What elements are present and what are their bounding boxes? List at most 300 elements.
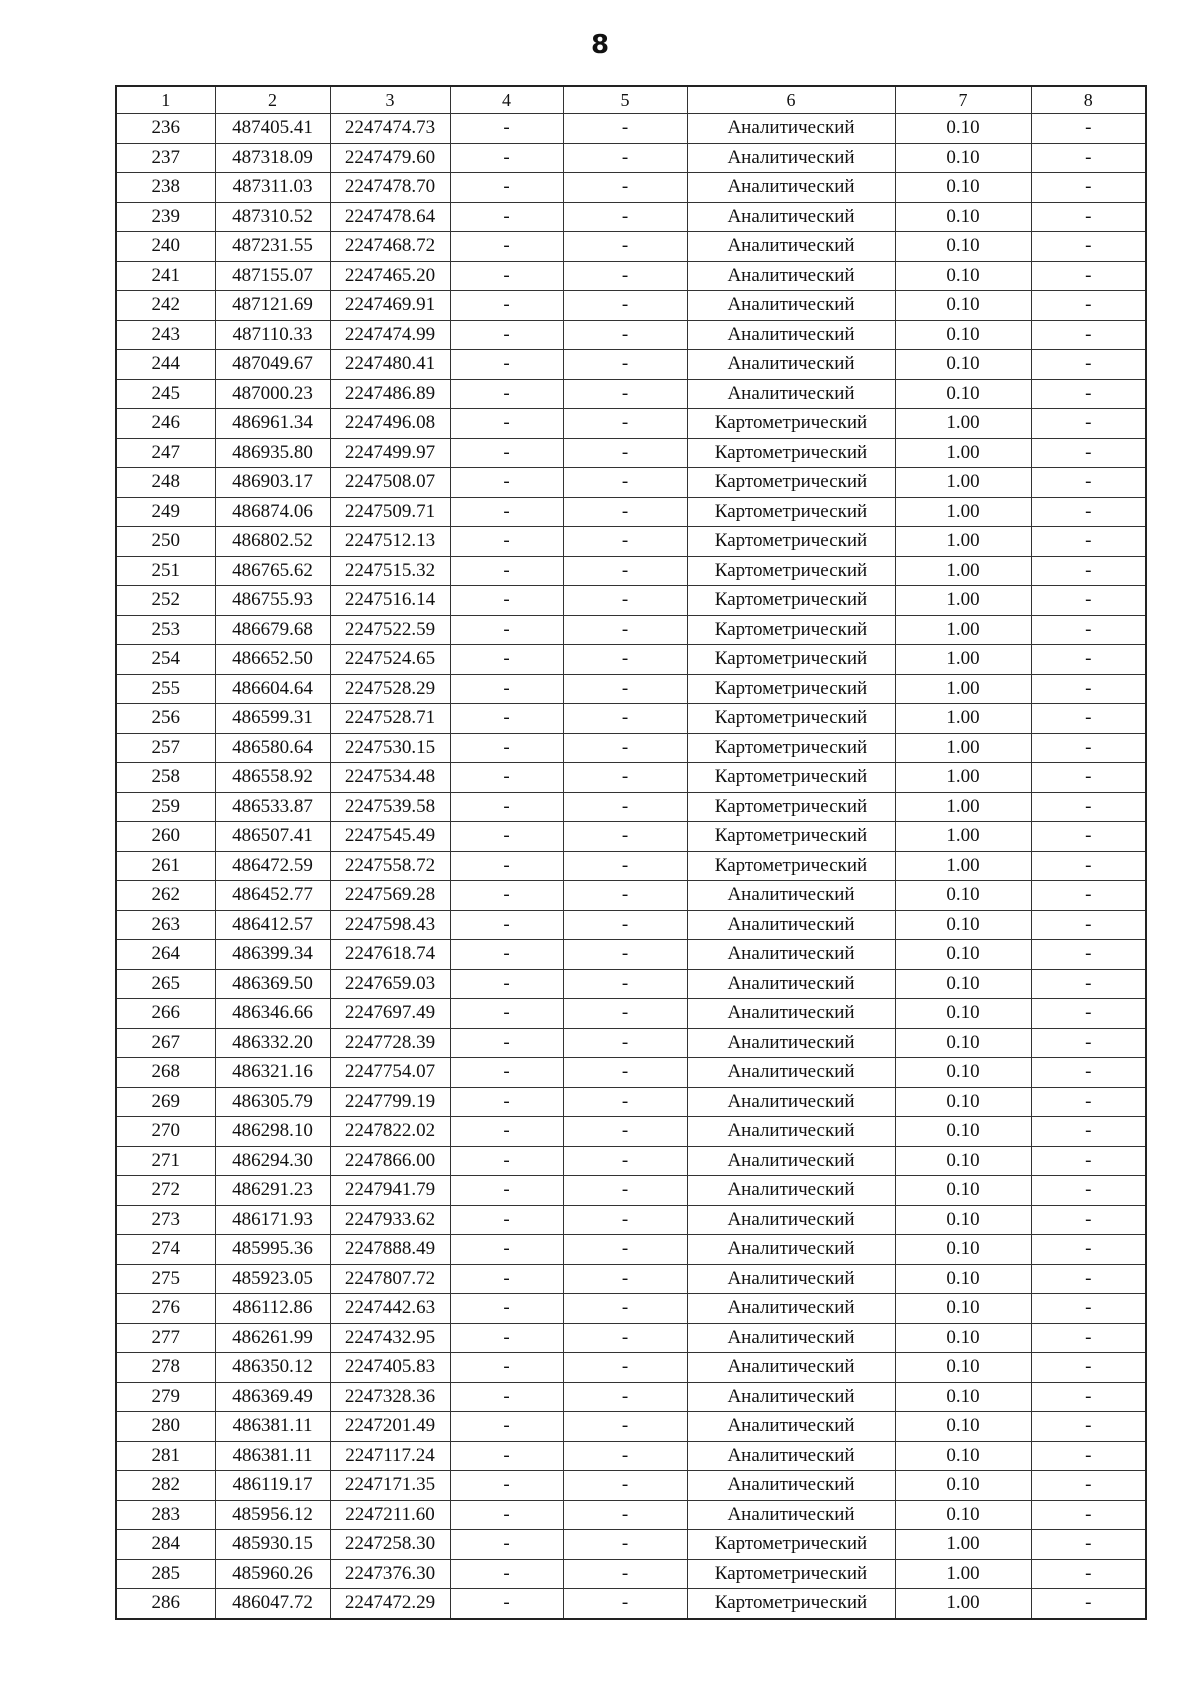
cell-accuracy: 0.10 [895,320,1031,350]
cell-col-8: - [1031,1205,1146,1235]
cell-col-5: - [563,468,687,498]
cell-x-coordinate: 487310.52 [215,202,330,232]
cell-col-5: - [563,1530,687,1560]
cell-point-number: 271 [116,1146,215,1176]
cell-method: Картометрический [687,497,895,527]
cell-y-coordinate: 2247474.99 [330,320,450,350]
cell-y-coordinate: 2247754.07 [330,1058,450,1088]
cell-x-coordinate: 486305.79 [215,1087,330,1117]
table-row [116,1205,1146,1235]
cell-x-coordinate: 486935.80 [215,438,330,468]
cell-x-coordinate: 486765.62 [215,556,330,586]
cell-method: Аналитический [687,1471,895,1501]
cell-method: Картометрический [687,851,895,881]
cell-method: Картометрический [687,1559,895,1589]
cell-method: Картометрический [687,733,895,763]
cell-col-8: - [1031,1559,1146,1589]
cell-point-number: 257 [116,733,215,763]
cell-method: Аналитический [687,173,895,203]
cell-y-coordinate: 2247478.64 [330,202,450,232]
cell-col-5: - [563,438,687,468]
cell-col-4: - [450,114,563,144]
table-row [116,1235,1146,1265]
cell-y-coordinate: 2247201.49 [330,1412,450,1442]
cell-col-8: - [1031,615,1146,645]
cell-y-coordinate: 2247558.72 [330,851,450,881]
cell-point-number: 240 [116,232,215,262]
cell-method: Картометрический [687,822,895,852]
table-row [116,615,1146,645]
table-row [116,586,1146,616]
cell-col-4: - [450,527,563,557]
cell-accuracy: 0.10 [895,1441,1031,1471]
cell-method: Картометрический [687,438,895,468]
cell-point-number: 272 [116,1176,215,1206]
cell-col-5: - [563,1117,687,1147]
cell-x-coordinate: 485930.15 [215,1530,330,1560]
cell-point-number: 248 [116,468,215,498]
cell-y-coordinate: 2247534.48 [330,763,450,793]
cell-col-4: - [450,586,563,616]
cell-col-8: - [1031,1589,1146,1619]
cell-method: Аналитический [687,379,895,409]
table-row [116,1382,1146,1412]
cell-x-coordinate: 486652.50 [215,645,330,675]
table-row [116,1294,1146,1324]
cell-y-coordinate: 2247512.13 [330,527,450,557]
cell-col-8: - [1031,851,1146,881]
cell-col-5: - [563,881,687,911]
cell-accuracy: 0.10 [895,1176,1031,1206]
column-header-3: 3 [330,86,450,114]
cell-col-8: - [1031,969,1146,999]
cell-method: Картометрический [687,1589,895,1619]
cell-col-4: - [450,910,563,940]
cell-col-8: - [1031,645,1146,675]
cell-col-5: - [563,969,687,999]
cell-col-4: - [450,763,563,793]
cell-col-5: - [563,1028,687,1058]
table-row [116,1441,1146,1471]
cell-point-number: 243 [116,320,215,350]
cell-col-5: - [563,999,687,1029]
cell-y-coordinate: 2247442.63 [330,1294,450,1324]
cell-point-number: 252 [116,586,215,616]
cell-col-8: - [1031,1028,1146,1058]
cell-method: Картометрический [687,645,895,675]
cell-method: Аналитический [687,350,895,380]
cell-method: Аналитический [687,1028,895,1058]
cell-y-coordinate: 2247328.36 [330,1382,450,1412]
cell-x-coordinate: 486350.12 [215,1353,330,1383]
cell-y-coordinate: 2247659.03 [330,969,450,999]
cell-x-coordinate: 486321.16 [215,1058,330,1088]
cell-x-coordinate: 486604.64 [215,674,330,704]
cell-col-8: - [1031,822,1146,852]
cell-y-coordinate: 2247211.60 [330,1500,450,1530]
cell-method: Аналитический [687,1382,895,1412]
table-row [116,1264,1146,1294]
cell-col-5: - [563,350,687,380]
cell-y-coordinate: 2247469.91 [330,291,450,321]
cell-method: Картометрический [687,615,895,645]
cell-y-coordinate: 2247888.49 [330,1235,450,1265]
cell-point-number: 237 [116,143,215,173]
cell-point-number: 249 [116,497,215,527]
cell-col-4: - [450,556,563,586]
cell-y-coordinate: 2247474.73 [330,114,450,144]
cell-col-4: - [450,1264,563,1294]
cell-method: Аналитический [687,940,895,970]
cell-accuracy: 0.10 [895,1323,1031,1353]
cell-col-4: - [450,1559,563,1589]
cell-col-5: - [563,792,687,822]
cell-col-4: - [450,645,563,675]
table-row [116,999,1146,1029]
cell-point-number: 270 [116,1117,215,1147]
cell-col-4: - [450,350,563,380]
cell-col-5: - [563,320,687,350]
cell-method: Аналитический [687,202,895,232]
cell-method: Аналитический [687,1058,895,1088]
cell-col-8: - [1031,379,1146,409]
cell-point-number: 281 [116,1441,215,1471]
table-row [116,379,1146,409]
cell-col-4: - [450,143,563,173]
cell-col-8: - [1031,1471,1146,1501]
cell-point-number: 244 [116,350,215,380]
cell-x-coordinate: 487155.07 [215,261,330,291]
cell-x-coordinate: 487000.23 [215,379,330,409]
cell-col-5: - [563,1323,687,1353]
cell-accuracy: 1.00 [895,556,1031,586]
cell-accuracy: 1.00 [895,674,1031,704]
cell-col-5: - [563,1441,687,1471]
cell-col-8: - [1031,1087,1146,1117]
cell-x-coordinate: 485956.12 [215,1500,330,1530]
cell-col-8: - [1031,1117,1146,1147]
cell-method: Аналитический [687,910,895,940]
cell-accuracy: 0.10 [895,232,1031,262]
cell-col-5: - [563,1353,687,1383]
cell-point-number: 286 [116,1589,215,1619]
cell-col-8: - [1031,704,1146,734]
cell-point-number: 282 [116,1471,215,1501]
cell-accuracy: 0.10 [895,1087,1031,1117]
cell-point-number: 246 [116,409,215,439]
cell-x-coordinate: 486755.93 [215,586,330,616]
cell-y-coordinate: 2247598.43 [330,910,450,940]
cell-accuracy: 1.00 [895,1530,1031,1560]
cell-method: Картометрический [687,527,895,557]
cell-accuracy: 0.10 [895,1028,1031,1058]
table-row [116,350,1146,380]
cell-method: Картометрический [687,1530,895,1560]
cell-accuracy: 0.10 [895,1294,1031,1324]
table-row [116,1087,1146,1117]
cell-col-4: - [450,999,563,1029]
cell-col-8: - [1031,1176,1146,1206]
cell-col-8: - [1031,497,1146,527]
cell-col-4: - [450,1087,563,1117]
cell-point-number: 247 [116,438,215,468]
table-row [116,704,1146,734]
cell-y-coordinate: 2247479.60 [330,143,450,173]
cell-accuracy: 0.10 [895,1353,1031,1383]
cell-col-8: - [1031,881,1146,911]
cell-method: Аналитический [687,261,895,291]
cell-col-4: - [450,1589,563,1619]
cell-x-coordinate: 486346.66 [215,999,330,1029]
cell-col-8: - [1031,261,1146,291]
cell-col-8: - [1031,940,1146,970]
cell-accuracy: 0.10 [895,1146,1031,1176]
cell-col-5: - [563,1176,687,1206]
cell-y-coordinate: 2247933.62 [330,1205,450,1235]
cell-col-4: - [450,1117,563,1147]
cell-accuracy: 1.00 [895,792,1031,822]
cell-col-8: - [1031,674,1146,704]
cell-point-number: 265 [116,969,215,999]
table-row [116,261,1146,291]
cell-point-number: 276 [116,1294,215,1324]
cell-point-number: 275 [116,1264,215,1294]
cell-y-coordinate: 2247508.07 [330,468,450,498]
cell-y-coordinate: 2247941.79 [330,1176,450,1206]
cell-x-coordinate: 486332.20 [215,1028,330,1058]
cell-col-4: - [450,1323,563,1353]
table-row [116,497,1146,527]
cell-method: Аналитический [687,1412,895,1442]
cell-method: Аналитический [687,1146,895,1176]
cell-point-number: 261 [116,851,215,881]
table-row [116,527,1146,557]
cell-col-5: - [563,114,687,144]
cell-x-coordinate: 486298.10 [215,1117,330,1147]
table-row [116,202,1146,232]
cell-col-8: - [1031,556,1146,586]
cell-col-8: - [1031,1323,1146,1353]
cell-method: Аналитический [687,1294,895,1324]
table-row [116,763,1146,793]
table-row [116,1117,1146,1147]
cell-y-coordinate: 2247432.95 [330,1323,450,1353]
cell-accuracy: 1.00 [895,763,1031,793]
cell-col-4: - [450,468,563,498]
cell-x-coordinate: 486507.41 [215,822,330,852]
cell-point-number: 284 [116,1530,215,1560]
cell-x-coordinate: 486533.87 [215,792,330,822]
cell-method: Аналитический [687,1176,895,1206]
cell-point-number: 266 [116,999,215,1029]
cell-accuracy: 1.00 [895,704,1031,734]
cell-y-coordinate: 2247516.14 [330,586,450,616]
cell-col-5: - [563,586,687,616]
cell-point-number: 274 [116,1235,215,1265]
cell-col-5: - [563,1087,687,1117]
cell-col-8: - [1031,173,1146,203]
cell-col-4: - [450,615,563,645]
cell-col-4: - [450,1294,563,1324]
cell-col-8: - [1031,1235,1146,1265]
cell-y-coordinate: 2247822.02 [330,1117,450,1147]
cell-col-5: - [563,409,687,439]
cell-y-coordinate: 2247376.30 [330,1559,450,1589]
cell-col-4: - [450,291,563,321]
cell-col-5: - [563,1412,687,1442]
table-row [116,733,1146,763]
cell-col-8: - [1031,527,1146,557]
cell-col-4: - [450,409,563,439]
table-row [116,1412,1146,1442]
cell-accuracy: 1.00 [895,645,1031,675]
cell-col-4: - [450,1028,563,1058]
coordinates-table [115,85,1147,1620]
cell-point-number: 260 [116,822,215,852]
cell-y-coordinate: 2247405.83 [330,1353,450,1383]
table-row [116,1146,1146,1176]
cell-col-4: - [450,261,563,291]
cell-x-coordinate: 486399.34 [215,940,330,970]
cell-accuracy: 0.10 [895,910,1031,940]
table-row [116,969,1146,999]
cell-accuracy: 0.10 [895,1412,1031,1442]
cell-col-8: - [1031,143,1146,173]
cell-x-coordinate: 486961.34 [215,409,330,439]
cell-col-8: - [1031,232,1146,262]
cell-point-number: 256 [116,704,215,734]
cell-point-number: 250 [116,527,215,557]
cell-x-coordinate: 486381.11 [215,1412,330,1442]
cell-y-coordinate: 2247728.39 [330,1028,450,1058]
table-row [116,674,1146,704]
cell-y-coordinate: 2247697.49 [330,999,450,1029]
cell-col-4: - [450,1530,563,1560]
table-row [116,291,1146,321]
cell-y-coordinate: 2247539.58 [330,792,450,822]
cell-x-coordinate: 486903.17 [215,468,330,498]
cell-col-5: - [563,291,687,321]
cell-col-8: - [1031,733,1146,763]
cell-x-coordinate: 486261.99 [215,1323,330,1353]
cell-method: Аналитический [687,1441,895,1471]
cell-col-5: - [563,1264,687,1294]
cell-col-8: - [1031,202,1146,232]
cell-col-5: - [563,940,687,970]
cell-col-4: - [450,851,563,881]
cell-accuracy: 1.00 [895,468,1031,498]
cell-y-coordinate: 2247530.15 [330,733,450,763]
column-header-7: 7 [895,86,1031,114]
cell-x-coordinate: 487311.03 [215,173,330,203]
cell-col-8: - [1031,1500,1146,1530]
cell-y-coordinate: 2247472.29 [330,1589,450,1619]
cell-accuracy: 0.10 [895,173,1031,203]
cell-accuracy: 1.00 [895,615,1031,645]
cell-col-4: - [450,704,563,734]
cell-accuracy: 1.00 [895,586,1031,616]
cell-y-coordinate: 2247524.65 [330,645,450,675]
cell-col-8: - [1031,320,1146,350]
table-row [116,409,1146,439]
table-header-row [116,86,1146,114]
cell-col-5: - [563,261,687,291]
cell-col-4: - [450,497,563,527]
cell-y-coordinate: 2247799.19 [330,1087,450,1117]
table-row [116,1530,1146,1560]
cell-x-coordinate: 487110.33 [215,320,330,350]
cell-x-coordinate: 486599.31 [215,704,330,734]
cell-method: Аналитический [687,1323,895,1353]
table-row [116,1176,1146,1206]
cell-point-number: 277 [116,1323,215,1353]
column-header-1: 1 [116,86,215,114]
cell-accuracy: 0.10 [895,940,1031,970]
cell-y-coordinate: 2247528.29 [330,674,450,704]
cell-point-number: 239 [116,202,215,232]
table-row [116,851,1146,881]
cell-accuracy: 0.10 [895,114,1031,144]
table-row [116,1353,1146,1383]
cell-point-number: 269 [116,1087,215,1117]
cell-method: Аналитический [687,232,895,262]
cell-x-coordinate: 486294.30 [215,1146,330,1176]
column-header-4: 4 [450,86,563,114]
cell-method: Аналитический [687,999,895,1029]
cell-method: Картометрический [687,586,895,616]
cell-method: Аналитический [687,1205,895,1235]
cell-col-5: - [563,1382,687,1412]
cell-point-number: 280 [116,1412,215,1442]
cell-x-coordinate: 486171.93 [215,1205,330,1235]
cell-method: Картометрический [687,792,895,822]
cell-y-coordinate: 2247866.00 [330,1146,450,1176]
cell-x-coordinate: 485995.36 [215,1235,330,1265]
cell-col-5: - [563,645,687,675]
cell-col-5: - [563,822,687,852]
cell-point-number: 262 [116,881,215,911]
cell-y-coordinate: 2247468.72 [330,232,450,262]
cell-x-coordinate: 485960.26 [215,1559,330,1589]
cell-y-coordinate: 2247569.28 [330,881,450,911]
cell-y-coordinate: 2247480.41 [330,350,450,380]
cell-point-number: 264 [116,940,215,970]
cell-x-coordinate: 486369.50 [215,969,330,999]
cell-col-5: - [563,615,687,645]
cell-accuracy: 0.10 [895,1205,1031,1235]
cell-point-number: 263 [116,910,215,940]
cell-col-4: - [450,881,563,911]
cell-y-coordinate: 2247545.49 [330,822,450,852]
cell-point-number: 242 [116,291,215,321]
cell-col-4: - [450,1412,563,1442]
cell-method: Аналитический [687,881,895,911]
cell-point-number: 251 [116,556,215,586]
cell-col-8: - [1031,409,1146,439]
cell-accuracy: 0.10 [895,881,1031,911]
cell-accuracy: 0.10 [895,969,1031,999]
table-row [116,1589,1146,1619]
cell-col-8: - [1031,1530,1146,1560]
cell-col-4: - [450,438,563,468]
cell-col-5: - [563,497,687,527]
cell-accuracy: 0.10 [895,1117,1031,1147]
cell-point-number: 279 [116,1382,215,1412]
cell-col-4: - [450,1058,563,1088]
cell-accuracy: 1.00 [895,733,1031,763]
cell-point-number: 268 [116,1058,215,1088]
cell-col-5: - [563,674,687,704]
